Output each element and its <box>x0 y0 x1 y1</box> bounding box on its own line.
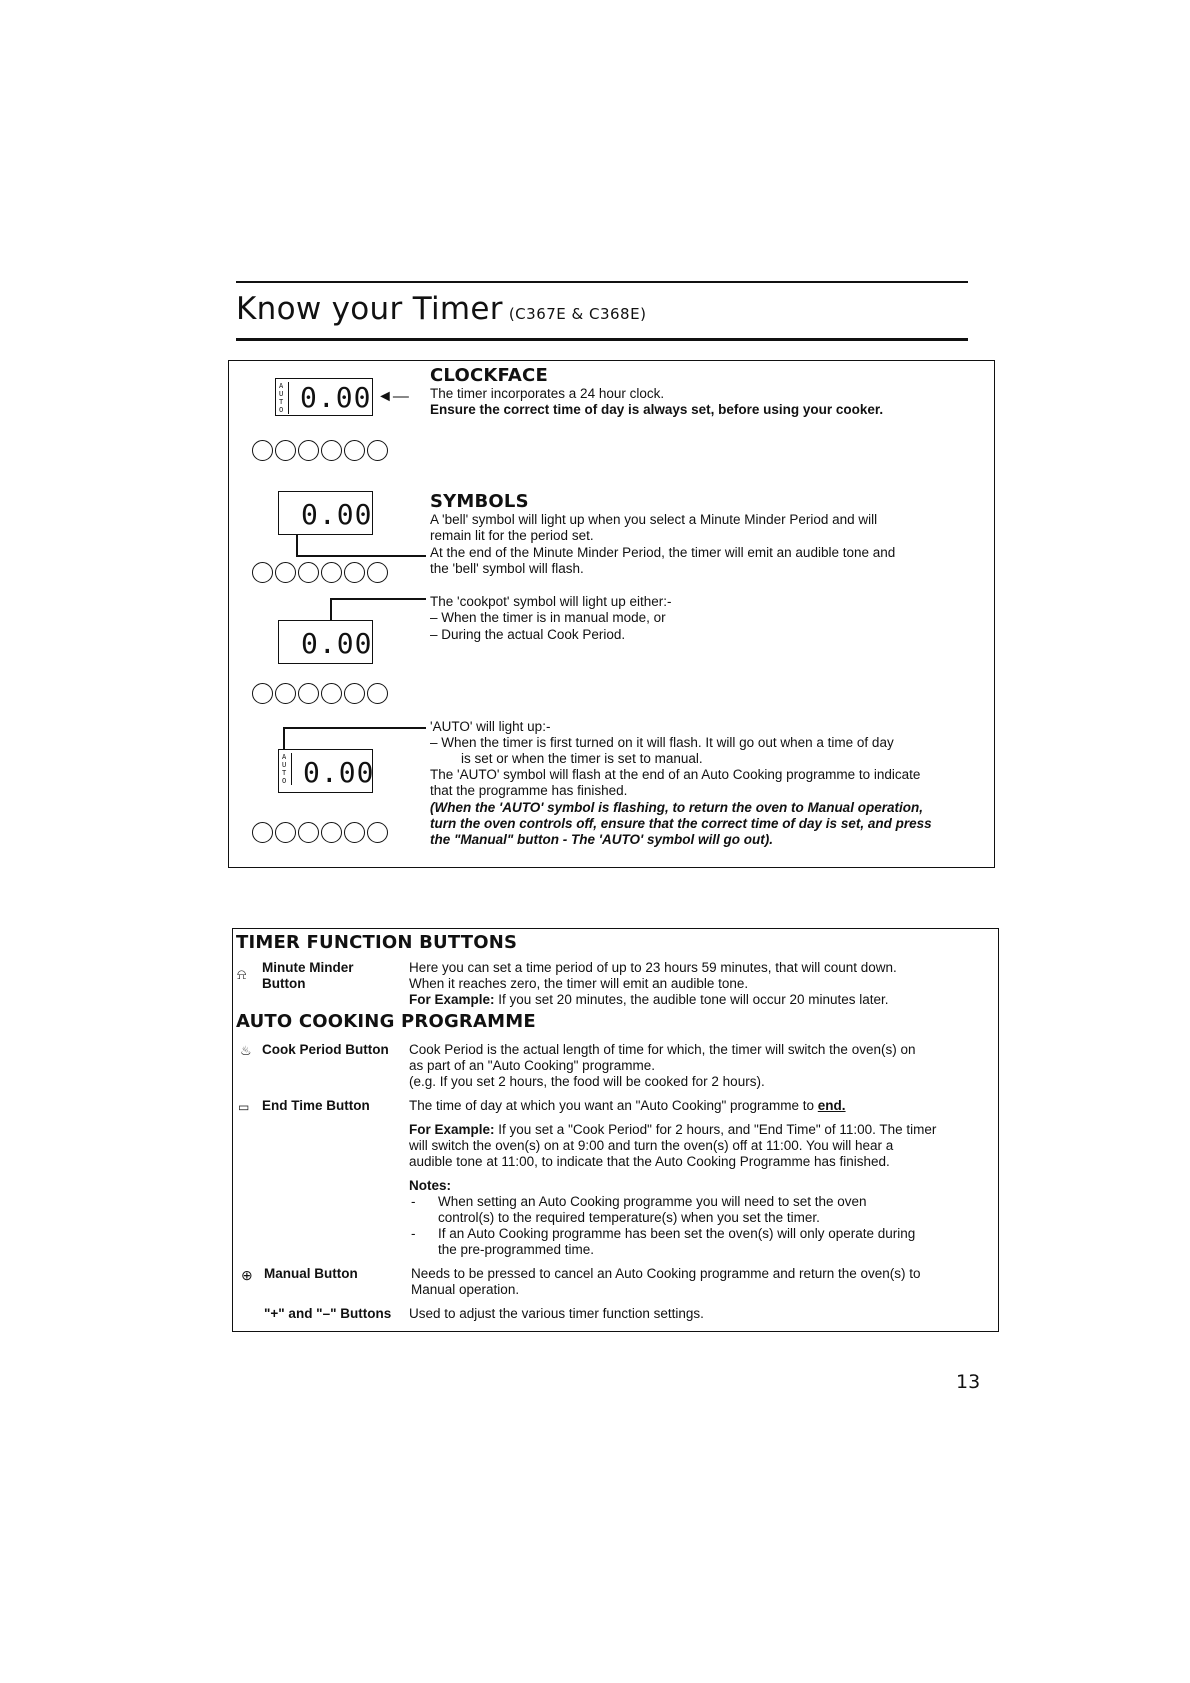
note-1a: When setting an Auto Cooking programme you will need to set the oven <box>438 1194 867 1209</box>
note-2b: the pre-programmed time. <box>438 1242 595 1257</box>
button-row-2 <box>252 562 388 583</box>
plus-minus-label: "+" and "–" Buttons <box>264 1306 392 1321</box>
title-subtitle: (C367E & C368E) <box>508 305 647 323</box>
minute-text-1: Here you can set a time period of up to 23 hours 59 minutes, that will count down. <box>409 960 897 975</box>
manual-text-1: Needs to be pressed to cancel an Auto Cooking programme and return the oven(s) to <box>411 1266 921 1281</box>
auto-indicator: A U T O <box>282 753 292 785</box>
note-2a: If an Auto Cooking programme has been set the oven(s) will only operate during <box>438 1226 916 1241</box>
title-text: Know your Timer <box>236 291 503 327</box>
manual-text-2: Manual operation. <box>411 1282 520 1297</box>
note-1b: control(s) to the required temperature(s) when you set the timer. <box>438 1210 820 1225</box>
page-title <box>236 291 646 327</box>
notes-heading: Notes: <box>409 1178 452 1193</box>
cookpot-icon: ♨ <box>240 1043 252 1058</box>
bell-icon: ⍾ <box>237 966 247 982</box>
arrow-icon: ◄— <box>377 388 409 405</box>
bell-text-1: A 'bell' symbol will light up when you select a Minute Minder Period and will <box>430 512 878 527</box>
auto-leader-h <box>283 727 426 729</box>
example-text-2: will switch the oven(s) on at 9:00 and turn the oven(s) off at 11:00. You will hear a <box>409 1138 894 1153</box>
auto-text-4: The 'AUTO' symbol will flash at the end of an Auto Cooking programme to indicate <box>430 767 921 782</box>
cook-text-3: (e.g. If you set 2 hours, the food will be cooked for 2 hours). <box>409 1074 765 1089</box>
auto-indicator: A U T O <box>279 382 289 414</box>
auto-display <box>278 749 373 793</box>
example-text-3: audible tone at 11:00, to indicate that the Auto Cooking Programme has finished. <box>409 1154 890 1169</box>
auto-text-6: (When the 'AUTO' symbol is flashing, to return the oven to Manual operation, <box>430 800 923 815</box>
button-row-1 <box>252 440 388 461</box>
manual-label: Manual Button <box>264 1266 358 1281</box>
symbols-heading: SYMBOLS <box>430 491 529 512</box>
cookpot-leader-v <box>330 598 332 620</box>
auto-leader-v <box>283 727 285 749</box>
auto-text-1: 'AUTO' will light up:- <box>430 719 551 734</box>
auto-programme-heading: AUTO COOKING PROGRAMME <box>236 1011 536 1032</box>
cook-text-2: as part of an "Auto Cooking" programme. <box>409 1058 655 1073</box>
cookpot-text-1: The 'cookpot' symbol will light up either:- <box>430 594 672 609</box>
bell-leader-h <box>296 555 426 557</box>
page-number: 13 <box>956 1371 981 1393</box>
end-time-icon: ▭ <box>238 1100 250 1114</box>
buttons-heading: TIMER FUNCTION BUTTONS <box>236 932 518 953</box>
minute-text-2: When it reaches zero, the timer will emit an audible tone. <box>409 976 749 991</box>
display-digits: 0.00 <box>303 756 375 789</box>
example-text-1: For Example: If you set a "Cook Period" for 2 hours, and "End Time" of 11:00. The timer <box>409 1122 937 1137</box>
manual-icon: ⊕ <box>241 1267 253 1283</box>
title-underline <box>236 338 968 341</box>
display-digits: 0.00 <box>301 627 373 660</box>
display-digits: 0.00 <box>300 381 372 414</box>
auto-text-7: turn the oven controls off, ensure that the correct time of day is set, and press <box>430 816 932 831</box>
note-dash-2: - <box>411 1226 416 1241</box>
auto-text-2: – When the timer is first turned on it will flash. It will go out when a time of day <box>430 735 894 750</box>
cookpot-leader-h <box>330 598 426 600</box>
button-row-4 <box>252 822 388 843</box>
end-time-label: End Time Button <box>262 1098 370 1113</box>
clockface-line1: The timer incorporates a 24 hour clock. <box>430 386 665 401</box>
cookpot-text-2: – When the timer is in manual mode, or <box>430 610 666 625</box>
bell-text-3: At the end of the Minute Minder Period, the timer will emit an audible tone and <box>430 545 896 560</box>
clockface-line2: Ensure the correct time of day is always set, before using your cooker. <box>430 402 884 417</box>
bell-text-2: remain lit for the period set. <box>430 528 594 543</box>
cook-period-label: Cook Period Button <box>262 1042 389 1057</box>
minute-minder-label-1: Minute Minder <box>262 960 354 975</box>
bell-text-4: the 'bell' symbol will flash. <box>430 561 584 576</box>
note-dash-1: - <box>411 1194 416 1209</box>
cook-text-1: Cook Period is the actual length of time for which, the timer will switch the oven(s) on <box>409 1042 916 1057</box>
cookpot-display <box>278 620 373 664</box>
minute-text-3: For Example: If you set 20 minutes, the audible tone will occur 20 minutes later. <box>409 992 889 1007</box>
minute-minder-label-2: Button <box>262 976 306 991</box>
bell-leader-v <box>296 535 298 556</box>
top-rule <box>236 281 968 283</box>
cookpot-text-3: – During the actual Cook Period. <box>430 627 626 642</box>
auto-text-3: is set or when the timer is set to manual. <box>461 751 703 766</box>
plus-minus-text: Used to adjust the various timer function settings. <box>409 1306 704 1321</box>
auto-text-5: that the programme has finished. <box>430 783 628 798</box>
clockface-heading: CLOCKFACE <box>430 365 548 386</box>
auto-text-8: the "Manual" button - The 'AUTO' symbol will go out). <box>430 832 773 847</box>
button-row-3 <box>252 683 388 704</box>
display-digits: 0.00 <box>301 498 373 531</box>
end-text-1: The time of day at which you want an "Auto Cooking" programme to end. <box>409 1098 846 1113</box>
bell-display <box>278 491 373 535</box>
clockface-display <box>275 378 373 416</box>
